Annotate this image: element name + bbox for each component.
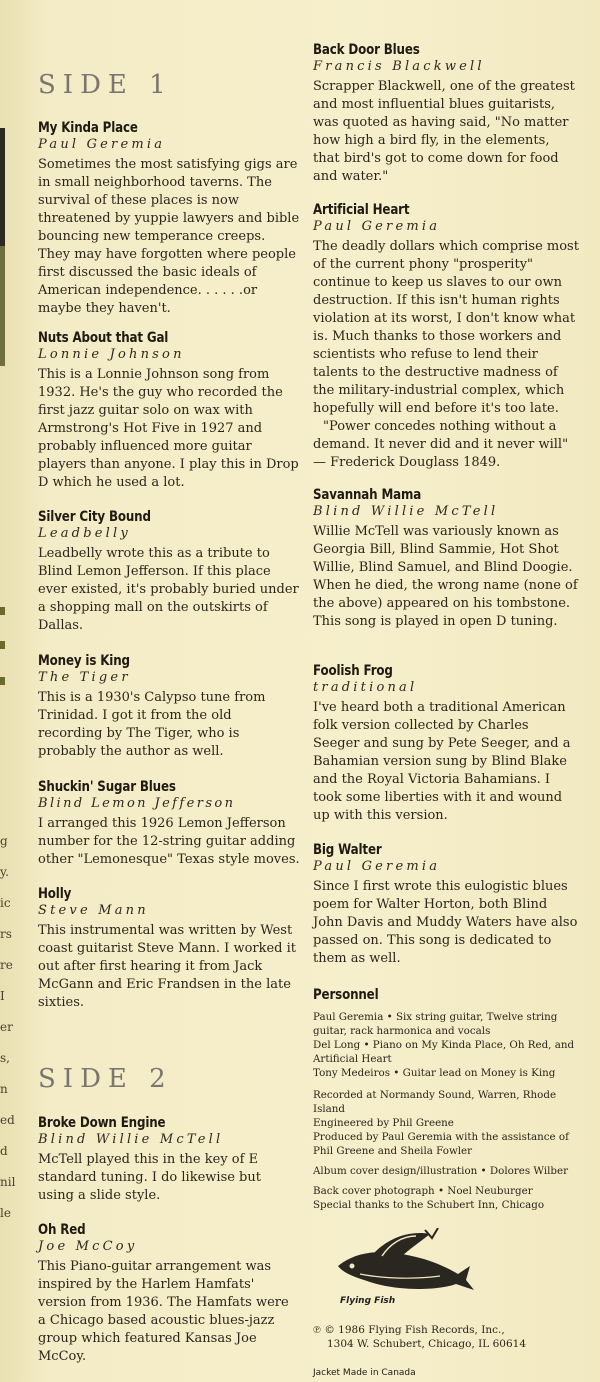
edge-fragment: le (0, 1206, 11, 1220)
track-artist: Francis Blackwell (313, 59, 485, 74)
left-edge-bar (0, 128, 5, 246)
track-title: Silver City Bound (38, 509, 151, 525)
track-my-kinda-place (38, 120, 300, 318)
track-artist: traditional (313, 680, 418, 695)
credit-line: Produced by Paul Geremia with the assistance of Phil Greene and Sheila Fowler (313, 1131, 569, 1157)
track-title: Shuckin' Sugar Blues (38, 779, 176, 795)
edge-fragment: I (0, 989, 5, 1003)
track-artist: Leadbelly (38, 526, 131, 541)
track-notes: This is a 1930's Calypso tune from Trinidad. I got it from the old recording by The Tiger, who is probably the author as well. (38, 690, 266, 759)
edge-fragment: re (0, 958, 13, 972)
edge-fragment: n (0, 1082, 8, 1096)
credit-line: Back cover photograph • Noel Neuburger (313, 1185, 533, 1197)
side-1-heading: SIDE 1 (38, 70, 173, 100)
track-title: Holly (38, 886, 72, 902)
track-title: Savannah Mama (313, 487, 422, 503)
track-artist: Joe McCoy (38, 1239, 138, 1254)
track-notes: Sometimes the most satisfying gigs are in small neighborhood taverns. The survival of these places is now threatened by yuppie lawyers and bible bouncing new temperance creeps. They may have forgotten where people first discussed the basic ideals of American independence. . . . . .or maybe they haven't. (38, 157, 300, 316)
track-notes: Since I first wrote this eulogistic blues poem for Walter Horton, both Blind John Davis and Muddy Waters have also passed on. This song is dedicated to them as well. (313, 879, 578, 966)
track-notes: The deadly dollars which comprise most of the current phony "prosperity" continue to keep us slaves to our own destruction. If this isn't human rights violation at its worst, I don't know what is. Much thanks to those workers and scientists who refuse to lend their talents to the destructive madness of the military-industrial complex, which hopefully will end before it's too late. (313, 239, 579, 416)
track-artist: Paul Geremia (313, 219, 441, 234)
cut-off-text-fragments (0, 826, 14, 1229)
track-notes: I arranged this 1926 Lemon Jefferson number for the 12-string guitar adding other "Lemonesque" Texas style moves. (38, 816, 300, 867)
edge-marker (0, 677, 5, 685)
side-2-heading: SIDE 2 (38, 1064, 173, 1094)
personnel-section (313, 988, 579, 1212)
credit-line: Recorded at Normandy Sound, Warren, Rhode Island (313, 1089, 557, 1115)
track-artist: Paul Geremia (313, 859, 441, 874)
track-notes: This Piano-guitar arrangement was inspired by the Harlem Hamfats' version from 1936. The Hamfats were a Chicago based acoustic blues-jazz group which featured Kansas Joe McCoy. (38, 1259, 289, 1364)
credit-line: Special thanks to the Schubert Inn, Chicago (313, 1199, 545, 1211)
track-foolish-frog (313, 663, 579, 825)
made-in-label: Jacket Made in Canada (313, 1368, 416, 1378)
credit-line: Engineered by Phil Greene (313, 1117, 454, 1129)
track-title: Broke Down Engine (38, 1115, 166, 1131)
edge-marker (0, 607, 5, 615)
edge-fragment: g (0, 834, 8, 848)
track-broke-down-engine (38, 1115, 300, 1205)
track-artificial-heart (313, 202, 579, 472)
edge-fragment: ed (0, 1113, 15, 1127)
flying-fish-logo-icon (330, 1228, 480, 1298)
track-artist: The Tiger (38, 670, 131, 685)
personnel-line: Del Long • Piano on My Kinda Place, Oh Red, and Artificial Heart (313, 1039, 575, 1065)
edge-fragment: s, (0, 1051, 10, 1065)
track-oh-red (38, 1222, 300, 1366)
track-artist: Blind Lemon Jefferson (38, 796, 236, 811)
address-line: 1304 W. Schubert, Chicago, IL 60614 (327, 1338, 527, 1350)
copyright-notice (313, 1323, 526, 1351)
track-notes: Scrapper Blackwell, one of the greatest and most influential blues guitarists, was quoted as having said, "No matter how high a bird fly, in the elements, that bird's got to come down for food and water." (313, 79, 575, 184)
track-money-is-king (38, 653, 300, 761)
track-savannah-mama (313, 487, 579, 631)
edge-fragment: ic (0, 896, 11, 910)
track-quote: "Power concedes nothing without a demand. It never did and it never will" — Frederick Douglass 1849. (313, 419, 569, 470)
edge-fragment: rs (0, 927, 12, 941)
track-artist: Paul Geremia (38, 137, 166, 152)
edge-fragment: er (0, 1020, 13, 1034)
track-title: My Kinda Place (38, 120, 138, 136)
copyright-line: ℗ © 1986 Flying Fish Records, Inc., (313, 1324, 505, 1336)
track-holly (38, 886, 300, 1012)
track-big-walter (313, 842, 579, 968)
track-shuckin-sugar-blues (38, 779, 300, 869)
edge-fragment: y. (0, 865, 9, 879)
track-notes: This instrumental was written by West coast guitarist Steve Mann. I worked it out after first hearing it from Jack McGann and Eric Frandsen in the late sixties. (38, 923, 297, 1010)
track-back-door-blues (313, 42, 579, 186)
track-notes: I've heard both a traditional American folk version collected by Charles Seeger and sung by Pete Seeger, and a Bahamian version sung by Blind Blake and the Royal Victoria Bahamians. I took some liberties with it and wound up with this version. (313, 700, 571, 823)
track-title: Artificial Heart (313, 202, 410, 218)
track-title: Big Walter (313, 842, 382, 858)
edge-fragment: nil (0, 1175, 16, 1189)
track-silver-city-bound (38, 509, 300, 635)
logo-wordmark: Flying Fish (340, 1296, 396, 1306)
credit-line: Album cover design/illustration • Dolores Wilber (313, 1165, 569, 1177)
personnel-title: Personnel (313, 987, 379, 1003)
edge-fragment: d (0, 1144, 8, 1158)
track-artist: Blind Willie McTell (38, 1132, 224, 1147)
track-notes: McTell played this in the key of E standard tuning. I do likewise but using a slide style. (38, 1152, 261, 1203)
track-notes: Willie McTell was variously known as Georgia Bill, Blind Sammie, Hot Shot Willie, Blind Samuel, and Blind Doogie. When he died, the wrong name (none of the above) appeared on his tombstone. This song is played in open D tuning. (313, 524, 578, 629)
track-nuts-about-that-gal (38, 330, 300, 492)
track-notes: This is a Lonnie Johnson song from 1932. He's the guy who recorded the first jazz guitar solo on wax with Armstrong's Hot Five in 1927 and probably influenced more guitar players than anyone. I play this in Drop D which he used a lot. (38, 367, 299, 490)
personnel-line: Tony Medeiros • Guitar lead on Money is King (313, 1067, 556, 1079)
edge-marker (0, 641, 5, 649)
personnel-line: Paul Geremia • Six string guitar, Twelve string guitar, rack harmonica and vocals (313, 1011, 558, 1037)
track-artist: Lonnie Johnson (38, 347, 185, 362)
track-title: Oh Red (38, 1222, 86, 1238)
track-title: Money is King (38, 653, 130, 669)
track-title: Back Door Blues (313, 42, 420, 58)
track-title: Nuts About that Gal (38, 330, 169, 346)
track-notes: Leadbelly wrote this as a tribute to Blind Lemon Jefferson. If this place ever existed, it's probably buried under a shopping mall on the outskirts of Dallas. (38, 546, 299, 633)
left-edge-bar (0, 246, 5, 366)
track-artist: Steve Mann (38, 903, 149, 918)
track-artist: Blind Willie McTell (313, 504, 499, 519)
track-title: Foolish Frog (313, 663, 393, 679)
